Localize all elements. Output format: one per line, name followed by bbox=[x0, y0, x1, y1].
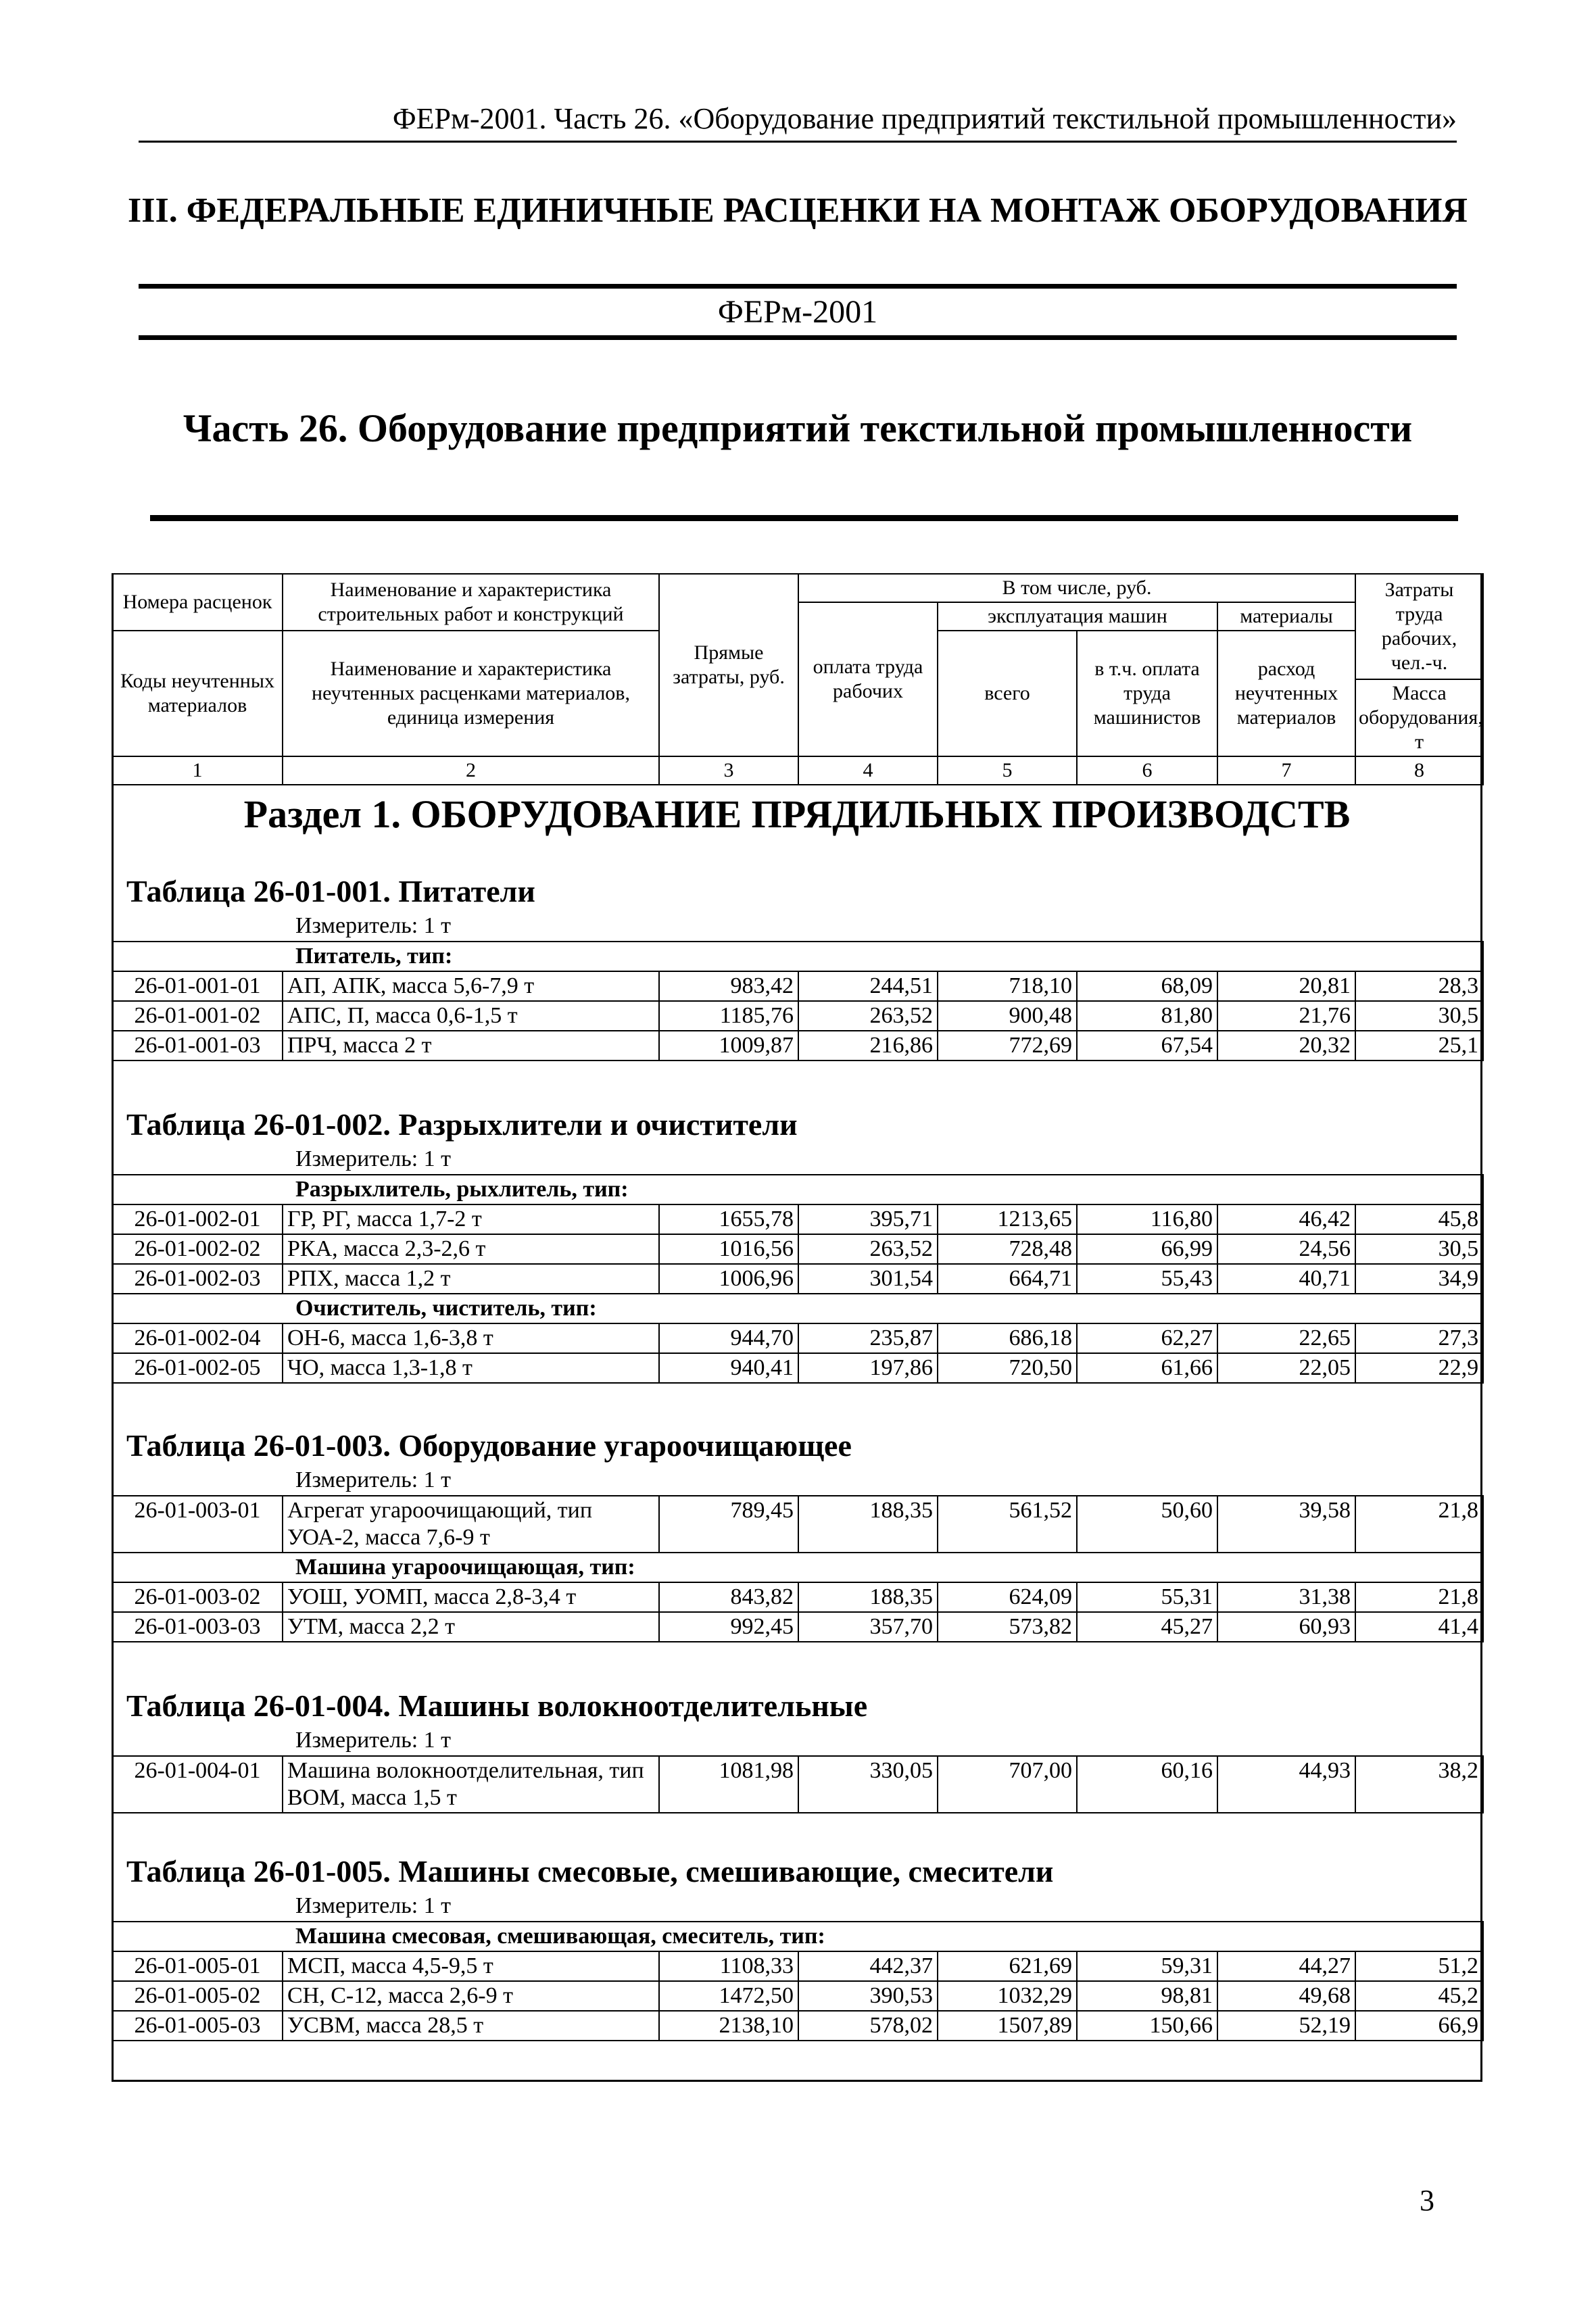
ferm-rule-bottom bbox=[139, 335, 1457, 340]
rate-code-cell: 26-01-003-03 bbox=[112, 1612, 283, 1642]
machines-total-cell: 900,48 bbox=[938, 1001, 1077, 1031]
measurement-unit: Измеритель: 1 т bbox=[295, 1146, 452, 1171]
table-row bbox=[112, 971, 1483, 1001]
direct-costs-cell: 992,45 bbox=[659, 1612, 798, 1642]
direct-costs-cell: 1108,33 bbox=[659, 1951, 798, 1981]
rate-code-cell: 26-01-005-03 bbox=[112, 2011, 283, 2041]
machines-total-cell: 686,18 bbox=[938, 1323, 1077, 1353]
rate-code-cell: 26-01-002-05 bbox=[112, 1353, 283, 1383]
table-row bbox=[112, 1031, 1483, 1061]
measurement-unit: Измеритель: 1 т bbox=[295, 1467, 452, 1492]
col-num-2: 2 bbox=[283, 756, 659, 785]
col-num-3: 3 bbox=[659, 756, 798, 785]
machinist-pay-cell: 59,31 bbox=[1077, 1951, 1217, 1981]
direct-costs-cell: 2138,10 bbox=[659, 2011, 798, 2041]
rate-code-cell: 26-01-003-02 bbox=[112, 1582, 283, 1612]
header-including: В том числе, руб. bbox=[798, 574, 1355, 602]
col-num-1: 1 bbox=[112, 756, 283, 785]
machinist-pay-cell: 61,66 bbox=[1077, 1353, 1217, 1383]
materials-cell: 22,65 bbox=[1217, 1323, 1355, 1353]
table-row bbox=[112, 2011, 1483, 2041]
machinist-pay-cell: 66,99 bbox=[1077, 1234, 1217, 1264]
machines-total-cell: 728,48 bbox=[938, 1234, 1077, 1264]
col-num-8: 8 bbox=[1355, 756, 1483, 785]
labor-pay-cell: 263,52 bbox=[798, 1001, 938, 1031]
group-label: Разрыхлитель, рыхлитель, тип: bbox=[112, 1175, 1483, 1204]
labor-costs-cell: 30,5 bbox=[1355, 1234, 1483, 1264]
rate-name-cell: РКА, масса 2,3-2,6 т bbox=[283, 1234, 659, 1264]
materials-cell: 21,76 bbox=[1217, 1001, 1355, 1031]
machinist-pay-cell: 98,81 bbox=[1077, 1981, 1217, 2011]
direct-costs-cell: 940,41 bbox=[659, 1353, 798, 1383]
rate-code-cell: 26-01-005-01 bbox=[112, 1951, 283, 1981]
header-labor-costs: Затраты труда рабочих, чел.-ч. bbox=[1355, 574, 1483, 679]
machines-total-cell: 772,69 bbox=[938, 1031, 1077, 1061]
rate-name-cell: Машина волокноотделительная, тип ВОМ, масса 1,5 т bbox=[283, 1756, 659, 1813]
rate-name-cell: МСП, масса 4,5-9,5 т bbox=[283, 1951, 659, 1981]
direct-costs-cell: 1472,50 bbox=[659, 1981, 798, 2011]
section-heading: III. ФЕДЕРАЛЬНЫЕ ЕДИНИЧНЫЕ РАСЦЕНКИ НА МОНТАЖ ОБОРУДОВАНИЯ bbox=[128, 191, 1468, 230]
machines-total-cell: 707,00 bbox=[938, 1756, 1077, 1813]
header-total: всего bbox=[938, 631, 1077, 756]
direct-costs-cell: 1016,56 bbox=[659, 1234, 798, 1264]
table-row bbox=[112, 1323, 1483, 1353]
rate-name-cell: ЧО, масса 1,3-1,8 т bbox=[283, 1353, 659, 1383]
labor-pay-cell: 188,35 bbox=[798, 1582, 938, 1612]
rate-table bbox=[112, 1921, 1484, 2041]
machinist-pay-cell: 62,27 bbox=[1077, 1323, 1217, 1353]
rate-code-cell: 26-01-002-04 bbox=[112, 1323, 283, 1353]
labor-pay-cell: 263,52 bbox=[798, 1234, 938, 1264]
rate-code-cell: 26-01-001-02 bbox=[112, 1001, 283, 1031]
group-label: Очиститель, чиститель, тип: bbox=[112, 1294, 1483, 1323]
rate-table-title: Таблица 26-01-005. Машины смесовые, смешивающие, смесители bbox=[126, 1854, 1054, 1888]
rate-code-cell: 26-01-002-03 bbox=[112, 1264, 283, 1294]
rate-code-cell: 26-01-003-01 bbox=[112, 1496, 283, 1553]
rate-table-block bbox=[112, 1686, 1482, 1813]
labor-pay-cell: 301,54 bbox=[798, 1264, 938, 1294]
labor-costs-cell: 30,5 bbox=[1355, 1001, 1483, 1031]
labor-pay-cell: 357,70 bbox=[798, 1612, 938, 1642]
materials-cell: 31,38 bbox=[1217, 1582, 1355, 1612]
rate-code-cell: 26-01-001-03 bbox=[112, 1031, 283, 1061]
table-row bbox=[112, 1951, 1483, 1981]
part-rule bbox=[150, 515, 1458, 521]
machines-total-cell: 720,50 bbox=[938, 1353, 1077, 1383]
labor-pay-cell: 188,35 bbox=[798, 1496, 938, 1553]
rate-code-cell: 26-01-002-01 bbox=[112, 1204, 283, 1234]
materials-cell: 46,42 bbox=[1217, 1204, 1355, 1234]
rate-table-title: Таблица 26-01-004. Машины волокноотделительные bbox=[126, 1688, 868, 1723]
header-equipment-mass: Масса оборудования, т bbox=[1355, 679, 1483, 756]
machines-total-cell: 621,69 bbox=[938, 1951, 1077, 1981]
machinist-pay-cell: 55,43 bbox=[1077, 1264, 1217, 1294]
labor-pay-cell: 330,05 bbox=[798, 1756, 938, 1813]
header-machinist-pay: в т.ч. оплата труда машинистов bbox=[1077, 631, 1217, 756]
machines-total-cell: 573,82 bbox=[938, 1612, 1077, 1642]
col-num-7: 7 bbox=[1217, 756, 1355, 785]
header-uncounted-name: Наименование и характеристика неучтенных расценками материалов, единица измерения bbox=[283, 631, 659, 756]
table-row bbox=[112, 1353, 1483, 1383]
header-uncounted-materials: расход неучтенных материалов bbox=[1217, 631, 1355, 756]
group-row bbox=[112, 1175, 1483, 1204]
materials-cell: 44,93 bbox=[1217, 1756, 1355, 1813]
rate-name-cell: УТМ, масса 2,2 т bbox=[283, 1612, 659, 1642]
materials-cell: 20,81 bbox=[1217, 971, 1355, 1001]
group-row bbox=[112, 942, 1483, 971]
labor-costs-cell: 45,8 bbox=[1355, 1204, 1483, 1234]
materials-cell: 49,68 bbox=[1217, 1981, 1355, 2011]
machinist-pay-cell: 81,80 bbox=[1077, 1001, 1217, 1031]
table-row bbox=[112, 1204, 1483, 1234]
machinist-pay-cell: 45,27 bbox=[1077, 1612, 1217, 1642]
labor-pay-cell: 244,51 bbox=[798, 971, 938, 1001]
labor-costs-cell: 28,3 bbox=[1355, 971, 1483, 1001]
header-materials: материалы bbox=[1217, 602, 1355, 631]
labor-costs-cell: 22,9 bbox=[1355, 1353, 1483, 1383]
machines-total-cell: 664,71 bbox=[938, 1264, 1077, 1294]
labor-costs-cell: 21,8 bbox=[1355, 1582, 1483, 1612]
materials-cell: 52,19 bbox=[1217, 2011, 1355, 2041]
rate-name-cell: СН, С-12, масса 2,6-9 т bbox=[283, 1981, 659, 2011]
ferm-label: ФЕРм-2001 bbox=[717, 294, 878, 330]
machinist-pay-cell: 150,66 bbox=[1077, 2011, 1217, 2041]
table-row bbox=[112, 1496, 1483, 1553]
header-uncounted-codes: Коды неучтенных материалов bbox=[112, 631, 283, 756]
rate-table-block bbox=[112, 1426, 1482, 1642]
labor-pay-cell: 395,71 bbox=[798, 1204, 938, 1234]
labor-costs-cell: 66,9 bbox=[1355, 2011, 1483, 2041]
labor-costs-cell: 41,4 bbox=[1355, 1612, 1483, 1642]
col-num-5: 5 bbox=[938, 756, 1077, 785]
rate-table bbox=[112, 1495, 1484, 1642]
rate-table bbox=[112, 1174, 1484, 1384]
machines-total-cell: 718,10 bbox=[938, 971, 1077, 1001]
measurement-unit: Измеритель: 1 т bbox=[295, 1728, 452, 1753]
machinist-pay-cell: 116,80 bbox=[1077, 1204, 1217, 1234]
rate-code-cell: 26-01-005-02 bbox=[112, 1981, 283, 2011]
rate-name-cell: ОН-6, масса 1,6-3,8 т bbox=[283, 1323, 659, 1353]
table-row bbox=[112, 1612, 1483, 1642]
materials-cell: 24,56 bbox=[1217, 1234, 1355, 1264]
labor-pay-cell: 578,02 bbox=[798, 2011, 938, 2041]
column-header-table bbox=[112, 573, 1484, 785]
labor-pay-cell: 442,37 bbox=[798, 1951, 938, 1981]
direct-costs-cell: 1009,87 bbox=[659, 1031, 798, 1061]
machines-total-cell: 1213,65 bbox=[938, 1204, 1077, 1234]
rate-table-block bbox=[112, 872, 1482, 1061]
machines-total-cell: 1507,89 bbox=[938, 2011, 1077, 2041]
group-row bbox=[112, 1553, 1483, 1582]
section-title: Раздел 1. ОБОРУДОВАНИЕ ПРЯДИЛЬНЫХ ПРОИЗВОДСТВ bbox=[243, 792, 1351, 836]
group-label: Машина угароочищающая, тип: bbox=[112, 1553, 1483, 1582]
rate-table-block bbox=[112, 1105, 1482, 1384]
group-row bbox=[112, 1922, 1483, 1951]
direct-costs-cell: 1185,76 bbox=[659, 1001, 798, 1031]
header-rule bbox=[139, 141, 1457, 143]
rate-name-cell: РПХ, масса 1,2 т bbox=[283, 1264, 659, 1294]
rate-name-cell: ПРЧ, масса 2 т bbox=[283, 1031, 659, 1061]
machinist-pay-cell: 55,31 bbox=[1077, 1582, 1217, 1612]
rate-table-block bbox=[112, 1852, 1482, 2041]
rate-name-cell: АП, АПК, масса 5,6-7,9 т bbox=[283, 971, 659, 1001]
table-row bbox=[112, 1264, 1483, 1294]
machinist-pay-cell: 50,60 bbox=[1077, 1496, 1217, 1553]
machines-total-cell: 561,52 bbox=[938, 1496, 1077, 1553]
header-work-name: Наименование и характеристика строительных работ и конструкций bbox=[283, 574, 659, 631]
machinist-pay-cell: 67,54 bbox=[1077, 1031, 1217, 1061]
measurement-unit: Измеритель: 1 т bbox=[295, 1893, 452, 1918]
rate-code-cell: 26-01-001-01 bbox=[112, 971, 283, 1001]
rate-table-title: Таблица 26-01-003. Оборудование угароочищающее bbox=[126, 1428, 852, 1463]
materials-cell: 20,32 bbox=[1217, 1031, 1355, 1061]
measurement-unit: Измеритель: 1 т bbox=[295, 913, 452, 938]
direct-costs-cell: 1006,96 bbox=[659, 1264, 798, 1294]
group-label: Машина смесовая, смешивающая, смеситель, тип: bbox=[112, 1922, 1483, 1951]
direct-costs-cell: 944,70 bbox=[659, 1323, 798, 1353]
labor-costs-cell: 21,8 bbox=[1355, 1496, 1483, 1553]
table-row bbox=[112, 1582, 1483, 1612]
rate-name-cell: УСВМ, масса 28,5 т bbox=[283, 2011, 659, 2041]
table-row bbox=[112, 1001, 1483, 1031]
materials-cell: 40,71 bbox=[1217, 1264, 1355, 1294]
col-num-4: 4 bbox=[798, 756, 938, 785]
direct-costs-cell: 1655,78 bbox=[659, 1204, 798, 1234]
rate-code-cell: 26-01-004-01 bbox=[112, 1756, 283, 1813]
materials-cell: 39,58 bbox=[1217, 1496, 1355, 1553]
rate-code-cell: 26-01-002-02 bbox=[112, 1234, 283, 1264]
ferm-rule-top bbox=[139, 284, 1457, 289]
labor-costs-cell: 34,9 bbox=[1355, 1264, 1483, 1294]
labor-pay-cell: 235,87 bbox=[798, 1323, 938, 1353]
page-number: 3 bbox=[1420, 2184, 1434, 2217]
direct-costs-cell: 843,82 bbox=[659, 1582, 798, 1612]
machines-total-cell: 624,09 bbox=[938, 1582, 1077, 1612]
table-row bbox=[112, 1234, 1483, 1264]
header-labor-pay: оплата труда рабочих bbox=[798, 602, 938, 756]
group-row bbox=[112, 1294, 1483, 1323]
materials-cell: 44,27 bbox=[1217, 1951, 1355, 1981]
direct-costs-cell: 789,45 bbox=[659, 1496, 798, 1553]
header-rates-number: Номера расценок bbox=[112, 574, 283, 631]
table-row bbox=[112, 1756, 1483, 1813]
rate-name-cell: Агрегат угароочищающий, тип УОА-2, масса 7,6-9 т bbox=[283, 1496, 659, 1553]
rate-table-title: Таблица 26-01-002. Разрыхлители и очистители bbox=[126, 1107, 798, 1142]
table-row bbox=[112, 1981, 1483, 2011]
col-num-6: 6 bbox=[1077, 756, 1217, 785]
labor-pay-cell: 390,53 bbox=[798, 1981, 938, 2011]
labor-costs-cell: 45,2 bbox=[1355, 1981, 1483, 2011]
rate-name-cell: АПС, П, масса 0,6-1,5 т bbox=[283, 1001, 659, 1031]
machinist-pay-cell: 60,16 bbox=[1077, 1756, 1217, 1813]
rate-name-cell: ГР, РГ, масса 1,7-2 т bbox=[283, 1204, 659, 1234]
rate-table bbox=[112, 941, 1484, 1061]
part-title: Часть 26. Оборудование предприятий текстильной промышленности bbox=[183, 406, 1413, 450]
materials-cell: 22,05 bbox=[1217, 1353, 1355, 1383]
labor-costs-cell: 25,1 bbox=[1355, 1031, 1483, 1061]
header-direct-costs: Прямые затраты, руб. bbox=[659, 574, 798, 756]
labor-pay-cell: 197,86 bbox=[798, 1353, 938, 1383]
running-header: ФЕРм-2001. Часть 26. «Оборудование предприятий текстильной промышленности» bbox=[392, 102, 1457, 135]
labor-costs-cell: 38,2 bbox=[1355, 1756, 1483, 1813]
machines-total-cell: 1032,29 bbox=[938, 1981, 1077, 2011]
direct-costs-cell: 1081,98 bbox=[659, 1756, 798, 1813]
rate-name-cell: УОШ, УОМП, масса 2,8-3,4 т bbox=[283, 1582, 659, 1612]
labor-costs-cell: 27,3 bbox=[1355, 1323, 1483, 1353]
header-machines: эксплуатация машин bbox=[938, 602, 1217, 631]
materials-cell: 60,93 bbox=[1217, 1612, 1355, 1642]
labor-pay-cell: 216,86 bbox=[798, 1031, 938, 1061]
direct-costs-cell: 983,42 bbox=[659, 971, 798, 1001]
rate-table-title: Таблица 26-01-001. Питатели bbox=[126, 874, 535, 908]
machinist-pay-cell: 68,09 bbox=[1077, 971, 1217, 1001]
group-label: Питатель, тип: bbox=[112, 942, 1483, 971]
rate-table bbox=[112, 1755, 1484, 1813]
labor-costs-cell: 51,2 bbox=[1355, 1951, 1483, 1981]
